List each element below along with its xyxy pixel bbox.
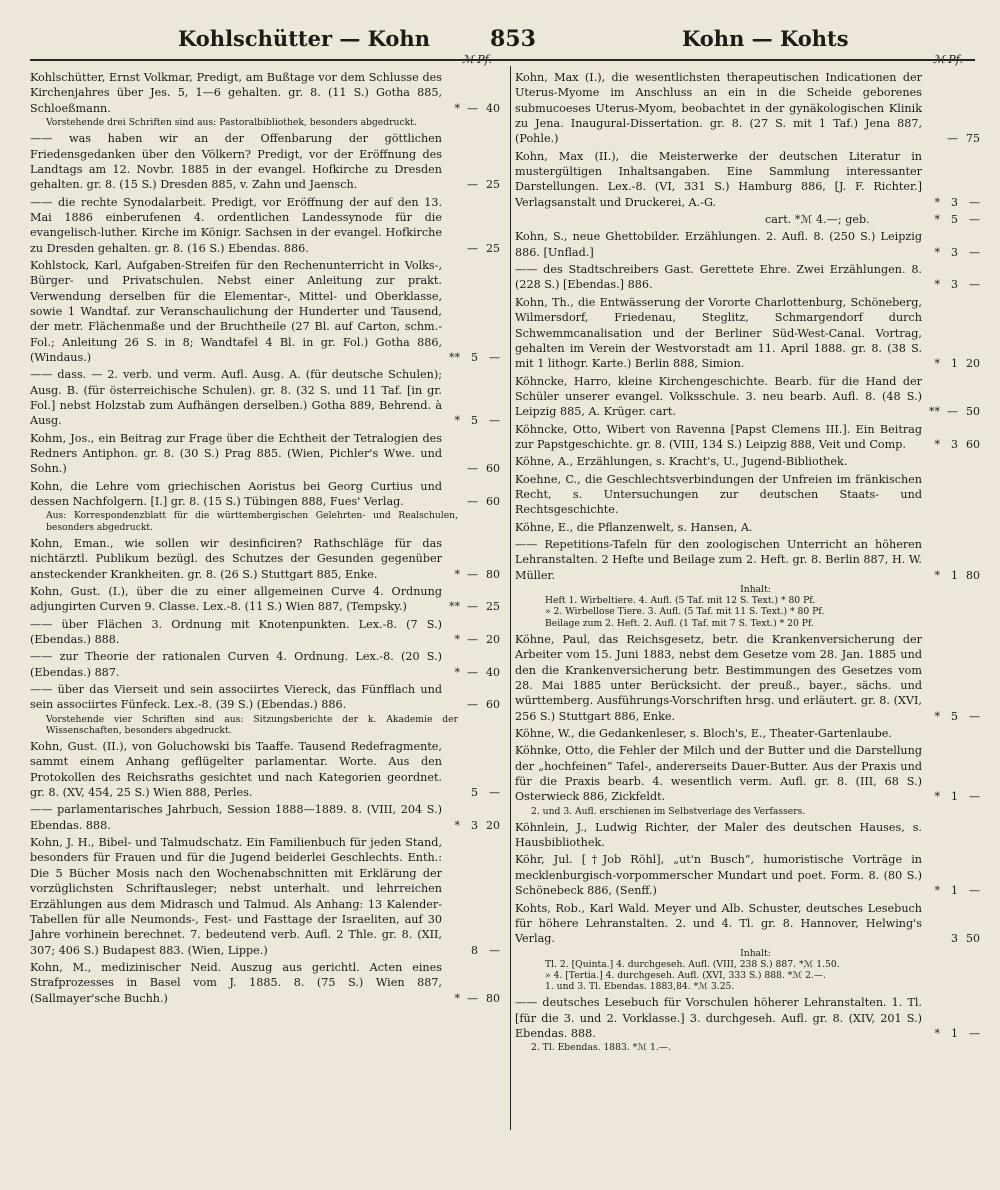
price-pfennig: — <box>969 213 980 227</box>
entry-text: Kohn, S., neue Ghettobilder. Erzählungen. 2. Aufl. 8. (250 S.) Leipzig 886. [Unflad.] <box>515 230 922 259</box>
price-pfennig: 80 <box>966 568 980 582</box>
catalog-entry <box>515 520 980 535</box>
price-pfennig: 25 <box>486 178 500 192</box>
price-mark: — <box>467 665 478 679</box>
entry-marker: * <box>934 1027 940 1041</box>
entry-marker: * <box>934 568 940 582</box>
price-unit-left: ℳ Pf. <box>462 53 492 66</box>
entry-text: Kohn, Max (II.), die Meisterwerke der deutschen Literatur in mustergültigen Inhaltsangaben. Eine Sammlung interessanter Darstellungen. Lex.-8. (VI, 331 S.) Hamburg 886, [J. F. Richter.] Verlagsanstalt und Druckerei, A.-G. <box>515 149 922 209</box>
entry-text: Köhnlein, J., Ludwig Richter, der Maler des deutschen Hauses, s. Hausbibliothek. <box>515 820 922 850</box>
entry-text: —— Repetitions-Tafeln für den zoologischen Unterricht an höheren Lehranstalten. 2 Hefte und Beilage zum 2. Heft. gr. 8. Berlin 887, H. W. Müller. <box>515 537 922 582</box>
price-mark: 5 <box>951 709 958 723</box>
entry-text: —— deutsches Lesebuch für Vorschulen höherer Lehranstalten. 1. Tl. [für die 3. und 2. Vorklasse.] 3. durchgeseh. Aufl. gr. 8. (XIV, 201 S.) Ebendas. 888. <box>515 996 922 1041</box>
price-mark: 5 <box>471 786 478 800</box>
entry-note: Vorstehende vier Schriften sind aus: Sitzungsberichte der k. Akademie der Wissenschaften, besonders abgedruckt. <box>46 713 458 736</box>
price-mark: — <box>467 632 478 646</box>
price-mark: 1 <box>951 568 958 582</box>
entry-text: —— dass. — 2. verb. und verm. Aufl. Ausg. A. (für deutsche Schulen); Ausg. B. (für österreichische Schulen). gr. 8. (32 S. und 11 Taf. [in gr. Fol.] nebst Holzstab zum Aufhängen derselben.) Gotha 889, Behrend. à Ausg. <box>30 368 442 428</box>
catalog-entry <box>515 262 980 293</box>
contents-line: » 2. Wirbellose Tiere. 3. Aufl. (5 Taf. mit 11 S. Text.) * 80 Pf. <box>545 606 825 618</box>
entry-text: Köhnke, Otto, die Fehler der Milch und der Butter und die Darstellung der „hochfeinen“ Tafel-, andererseits Dauer-Butter. Aus der Praxis und für die Praxis bearb. 4. wesentlich verm. Aufl. gr. 8. (III, 68 S.) Osterwieck 886, Zickfeldt. <box>515 744 922 804</box>
price-pfennig: 80 <box>486 991 500 1005</box>
entry-text: Kohn, Eman., wie sollen wir desinficiren? Rathschläge für das nichtärztl. Publikum bezügl. des Schutzes der Gesunden gegenüber ansteckender Krankheiten. gr. 8. (26 S.) Stuttgart 885, Enke. <box>30 536 442 581</box>
running-head-left: Kohlschütter — Kohn <box>178 26 430 51</box>
price-mark: 3 <box>951 932 958 946</box>
entry-text: Kohlstock, Karl, Aufgaben-Streifen für den Rechenunterricht in Volks-, Bürger- und Privatschulen. Nebst einer Anleitung zur prakt. Verwendung derselben für die Elementar-, Mittel- und Oberklasse, sowie 1 Wandtaf. zur Veranschaulichung der Hunderter und Tausend, der metr. Flächenmaße und der Bruchtheile (27 Bl. auf Carton, schm.-Fol.; Anleitung 26 S. in 8; Wandtafel 4 Bl. in gr. Fol.) Gotha 886, (Windaus.) <box>30 258 442 365</box>
entry-note: 2. und 3. Aufl. erschienen im Selbstverlage des Verfassers. <box>531 805 806 817</box>
price-pfennig: 60 <box>486 698 500 712</box>
price-mark: 3 <box>951 195 958 209</box>
entry-text: Köhr, Jul. [†Job Röhl], „ut'n Busch“, humoristische Vorträge in mecklenburgisch-vorpommerscher Mundart und poet. Form. 8. (80 S.) Schönebeck 886, (Senff.) <box>515 853 922 898</box>
catalog-entry <box>30 431 500 477</box>
catalog-entry <box>515 295 980 372</box>
catalog-entry <box>30 649 500 680</box>
price-mark: — <box>467 495 478 509</box>
contents-line: Beilage zum 2. Heft. 2. Aufl. (1 Taf. mit 7 S. Text.) * 20 Pf. <box>545 617 814 629</box>
catalog-entry <box>515 995 980 1041</box>
price-pfennig: — <box>489 414 500 428</box>
entry-marker: * <box>454 414 460 428</box>
catalog-entry <box>515 212 980 227</box>
entry-text: Kohn, Gust. (II.), von Goluchowski bis Taaffe. Tausend Redefragmente, sammt einem Anhang geflügelter parlamentar. Worte. Aus den Protokollen des Reichsraths gesichtet und nach Kategorien geordnet. gr. 8. (XV, 454, 25 S.) Wien 888, Perles. <box>30 740 442 800</box>
column-divider <box>510 66 511 1130</box>
price-mark: 8 <box>471 943 478 957</box>
catalog-entry <box>30 70 500 116</box>
entry-text: —— über das Vierseit und sein associirtes Viereck, das Fünfflach und sein associirtes Fünfeck. Lex.-8. (39 S.) (Ebendas.) 886. <box>30 682 442 712</box>
entry-text: —— was haben wir an der Offenbarung der göttlichen Friedensgedanken über den Völkern? Predigt, vor der Eröffnung des Landtags am 12. Novbr. 1885 in der evangel. Hofkirche zu Dresden gehalten. gr. 8. (15 S.) Dresden 885, v. Zahn und Jaensch. <box>30 132 442 192</box>
contents-line: » 4. [Tertia.] 4. durchgeseh. Aufl. (XVI, 333 S.) 888. *ℳ 2.—. <box>545 969 826 981</box>
catalog-entry <box>515 852 980 898</box>
price-mark: 1 <box>951 357 958 371</box>
contents-title: Inhalt: <box>740 947 771 959</box>
entry-marker: ** <box>449 600 460 614</box>
contents-list <box>515 584 980 629</box>
catalog-entry <box>30 131 500 192</box>
price-mark: 1 <box>951 1027 958 1041</box>
entry-note: Vorstehende drei Schriften sind aus: Pastoralbibliothek, besonders abgedruckt. <box>46 117 417 129</box>
entry-text: Köhne, W., die Gedankenleser, s. Bloch's, E., Theater-Gartenlaube. <box>515 726 892 740</box>
price-mark: 3 <box>951 437 958 451</box>
price-mark: 3 <box>951 278 958 292</box>
price-mark: — <box>467 698 478 712</box>
price-pfennig: 60 <box>966 437 980 451</box>
catalog-entry <box>515 820 980 851</box>
entry-marker: * <box>934 709 940 723</box>
entry-marker: * <box>934 278 940 292</box>
entry-marker: * <box>934 357 940 371</box>
entry-marker: * <box>454 567 460 581</box>
contents-line: 1. und 3. Tl. Ebendas. 1883,84. *ℳ 3.25. <box>545 981 735 993</box>
entry-text: Kohn, Gust. (I.), über die zu einer allgemeinen Curve 4. Ordnung adjungirten Curven 9. Classe. Lex.-8. (11 S.) Wien 887, (Tempsky.) <box>30 584 442 614</box>
catalog-entry <box>30 479 500 510</box>
price-mark: — <box>467 462 478 476</box>
price-pfennig: 20 <box>486 632 500 646</box>
catalog-entry <box>515 149 980 210</box>
catalog-entry <box>30 367 500 428</box>
contents-line: Tl. 2. [Quinta.] 4. durchgeseh. Aufl. (VIII, 238 S.) 887. *ℳ 1.50. <box>545 958 840 970</box>
price-pfennig: 40 <box>486 101 500 115</box>
price-mark: — <box>947 132 958 146</box>
entry-marker: * <box>454 101 460 115</box>
entry-marker: * <box>454 991 460 1005</box>
price-mark: 5 <box>471 351 478 365</box>
catalog-entry <box>515 901 980 947</box>
catalog-entry <box>30 682 500 713</box>
header-rule <box>30 59 975 61</box>
entry-marker: ** <box>449 351 460 365</box>
contents-line: Heft 1. Wirbeltiere. 4. Aufl. (5 Taf. mit 12 S. Text.) * 80 Pf. <box>545 595 816 607</box>
price-mark: 3 <box>951 245 958 259</box>
price-pfennig: — <box>969 884 980 898</box>
price-mark: — <box>467 178 478 192</box>
right-column <box>515 70 980 1057</box>
entry-text: Kohn, die Lehre vom griechischen Aoristus bei Georg Curtius und dessen Nachfolgern. [I.] gr. 8. (15 S.) Tübingen 888, Fues' Verlag. <box>30 479 442 509</box>
entry-text: Kohm, Jos., ein Beitrag zur Frage über die Echtheit der Tetralogien des Redners Antiphon. gr. 8. (30 S.) Prag 885. (Wien, Pichler's Wwe. und Sohn.) <box>30 431 442 476</box>
entry-marker: ** <box>929 405 940 419</box>
catalog-entry <box>515 537 980 583</box>
catalog-entry <box>515 743 980 804</box>
catalog-entry <box>515 726 980 741</box>
catalog-entry <box>30 835 500 958</box>
entry-text: Kohts, Rob., Karl Wald. Meyer und Alb. Schuster, deutsches Lesebuch für höhere Lehranstalten. 2. und 4. Tl. gr. 8. Hannover, Helwing's Verlag. <box>515 901 922 946</box>
entry-marker: * <box>934 195 940 209</box>
price-mark: — <box>467 567 478 581</box>
catalog-entry <box>30 584 500 615</box>
running-head-right: Kohn — Kohts <box>682 26 849 51</box>
catalog-entry <box>515 374 980 420</box>
price-mark: 5 <box>471 414 478 428</box>
price-pfennig: 25 <box>486 241 500 255</box>
entry-marker: * <box>454 632 460 646</box>
catalog-entry <box>515 472 980 518</box>
entry-text: —— zur Theorie der rationalen Curven 4. Ordnung. Lex.-8. (20 S.) (Ebendas.) 887. <box>30 650 442 679</box>
entry-text: —— des Stadtschreibers Gast. Gerettete Ehre. Zwei Erzählungen. 8. (228 S.) [Ebendas.] 886. <box>515 263 922 292</box>
price-pfennig: — <box>969 709 980 723</box>
price-unit-right: ℳ Pf. <box>933 53 963 66</box>
price-pfennig: — <box>969 245 980 259</box>
catalog-entry <box>515 70 980 147</box>
price-pfennig: — <box>969 790 980 804</box>
entry-text: Köhne, A., Erzählungen, s. Kracht's, U., Jugend-Bibliothek. <box>515 455 848 469</box>
entry-text: Kohn, Max (I.), die wesentlichsten therapeutischen Indicationen der Uterus-Myome im Anschluss an ein in die Scheide geborenes submucoeses Uterus-Myom, beobachtet in der gynäkologischen Klinik zu Jena. Inaugural-Dissertation. gr. 8. (27 S. mit 1 Taf.) Jena 887, (Pohle.) <box>515 71 922 146</box>
price-mark: — <box>467 241 478 255</box>
entry-text: Kohn, M., medizinischer Neid. Auszug aus gerichtl. Acten eines Strafprozesses in Basel vom J. 1885. 8. (75 S.) Wien 887, (Sallmayer'sche Buchh.) <box>30 960 442 1005</box>
entry-note: 2. Tl. Ebendas. 1883. *ℳ 1.—. <box>531 1042 671 1054</box>
catalog-entry <box>30 802 500 833</box>
entry-text: —— parlamentarisches Jahrbuch, Session 1888—1889. 8. (VIII, 204 S.) Ebendas. 888. <box>30 803 442 832</box>
catalog-entry <box>30 960 500 1006</box>
price-pfennig: 60 <box>486 462 500 476</box>
page-number: 853 <box>490 26 536 52</box>
catalog-entry <box>515 229 980 260</box>
entry-marker: * <box>454 665 460 679</box>
price-pfennig: — <box>489 943 500 957</box>
price-pfennig: 75 <box>966 132 980 146</box>
catalog-entry <box>515 454 980 469</box>
entry-text: Köhne, Paul, das Reichsgesetz, betr. die Krankenversicherung der Arbeiter vom 15. Juni 1883, nebst dem Gesetze vom 28. Jan. 1885 und den die Krankenversicherung betr. Bestimmungen des Gesetzes vom 28. Mai 1885 unter Berücksicht. der preuß., bayer., sächs. und württemberg. Ausführungs-Vorschriften hrsg. und erläutert. gr. 8. (XVI, 256 S.) Stuttgart 886, Enke. <box>515 632 922 723</box>
price-mark: 1 <box>951 790 958 804</box>
contents-list <box>515 948 980 993</box>
contents-title: Inhalt: <box>740 584 771 595</box>
entry-text: cart. *ℳ 4.—; geb. <box>765 213 870 227</box>
entry-text: Kohn, Th., die Entwässerung der Vororte Charlottenburg, Schöneberg, Wilmersdorf, Friedenau, Steglitz, Schmargendorf durch Schwemmcanalisation und der Berliner Süd-West-Canal. Vortrag, gehalten im Verein der Westvorstadt am 11. April 1888. gr. 8. (38 S. mit 1 lithogr. Karte.) Berlin 888, Simion. <box>515 295 922 371</box>
entry-text: Kohn, J. H., Bibel- und Talmudschatz. Ein Familienbuch für jeden Stand, besonders für Frauen und für die Jugend beiderlei Geschlechts. Enth.: Die 5 Bücher Mosis nach den Wochenabschnitten mit Erklärung der vorzüglichsten Schriftausleger; nebst unterhalt. und lehrreichen Erzählungen aus dem Midrasch und Talmud. Als Anhang: 13 Kalender-Tabellen für alle Neumonds-, Fest- und Fasttage der Israeliten, auf 30 Jahre vorhinein berechnet. 7. bedeutend verb. Aufl. 2 Thle. gr. 8. (XII, 307; 406 S.) Budapest 883. (Wien, Lippe.) <box>30 836 442 957</box>
left-column <box>30 70 500 1008</box>
price-pfennig: 25 <box>486 600 500 614</box>
price-pfennig: 20 <box>966 357 980 371</box>
catalog-entry <box>30 536 500 582</box>
entry-marker: * <box>934 213 940 227</box>
entry-marker: * <box>454 818 460 832</box>
entry-marker: * <box>934 245 940 259</box>
entry-text: Köhne, E., die Pflanzenwelt, s. Hansen, A. <box>515 520 753 534</box>
price-pfennig: 40 <box>486 665 500 679</box>
price-mark: 1 <box>951 884 958 898</box>
price-mark: — <box>467 991 478 1005</box>
entry-text: —— über Flächen 3. Ordnung mit Knotenpunkten. Lex.-8. (7 S.) (Ebendas.) 888. <box>30 617 442 646</box>
entry-text: —— die rechte Synodalarbeit. Predigt, vor Eröffnung der auf den 13. Mai 1886 einberufenen 4. ordentlichen Landessynode für die evangelisch-luther. Kirche im Königr. Sachsen in der evangel. Hofkirche zu Dresden gehalten. gr. 8. (16 S.) Ebendas. 886. <box>30 195 442 255</box>
price-mark: 3 <box>471 818 478 832</box>
entry-marker: * <box>934 790 940 804</box>
price-mark: — <box>947 405 958 419</box>
price-mark: 5 <box>951 213 958 227</box>
price-pfennig: — <box>969 195 980 209</box>
price-mark: — <box>467 101 478 115</box>
catalog-entry <box>30 739 500 800</box>
entry-note: Aus: Korrespondenzblatt für die württembergischen Gelehrten- und Realschulen, besonders abgedruckt. <box>46 510 458 533</box>
entry-marker: * <box>934 884 940 898</box>
price-pfennig: 80 <box>486 567 500 581</box>
catalog-entry <box>30 195 500 256</box>
price-pfennig: 50 <box>966 405 980 419</box>
price-mark: — <box>467 600 478 614</box>
price-pfennig: 50 <box>966 932 980 946</box>
price-pfennig: — <box>969 1027 980 1041</box>
catalog-entry <box>515 422 980 453</box>
price-pfennig: — <box>489 351 500 365</box>
entry-marker: * <box>934 437 940 451</box>
entry-text: Köhncke, Harro, kleine Kirchengeschichte. Bearb. für die Hand der Schüler unserer evangel. Volksschule. 3. neu bearb. Aufl. 8. (48 S.) Leipzig 885, A. Krüger. cart. <box>515 374 922 419</box>
price-pfennig: 20 <box>486 818 500 832</box>
entry-text: Kohlschütter, Ernst Volkmar, Predigt, am Bußtage vor dem Schlusse des Kirchenjahres über Jes. 5, 1—6 gehalten. gr. 8. (11 S.) Gotha 885, Schloeßmann. <box>30 71 442 115</box>
price-pfennig: 60 <box>486 495 500 509</box>
catalog-entry <box>30 617 500 648</box>
catalog-entry <box>515 632 980 724</box>
entry-text: Koehne, C., die Geschlechtsverbindungen der Unfreien im fränkischen Recht, s. Untersuchungen zur deutschen Staats- und Rechtsgeschichte. <box>515 472 922 517</box>
entry-text: Köhncke, Otto, Wibert von Ravenna [Papst Clemens III.]. Ein Beitrag zur Papstgeschichte. gr. 8. (VIII, 134 S.) Leipzig 888, Veit und Comp. <box>515 422 922 451</box>
price-pfennig: — <box>489 786 500 800</box>
catalog-entry <box>30 258 500 365</box>
price-pfennig: — <box>969 278 980 292</box>
